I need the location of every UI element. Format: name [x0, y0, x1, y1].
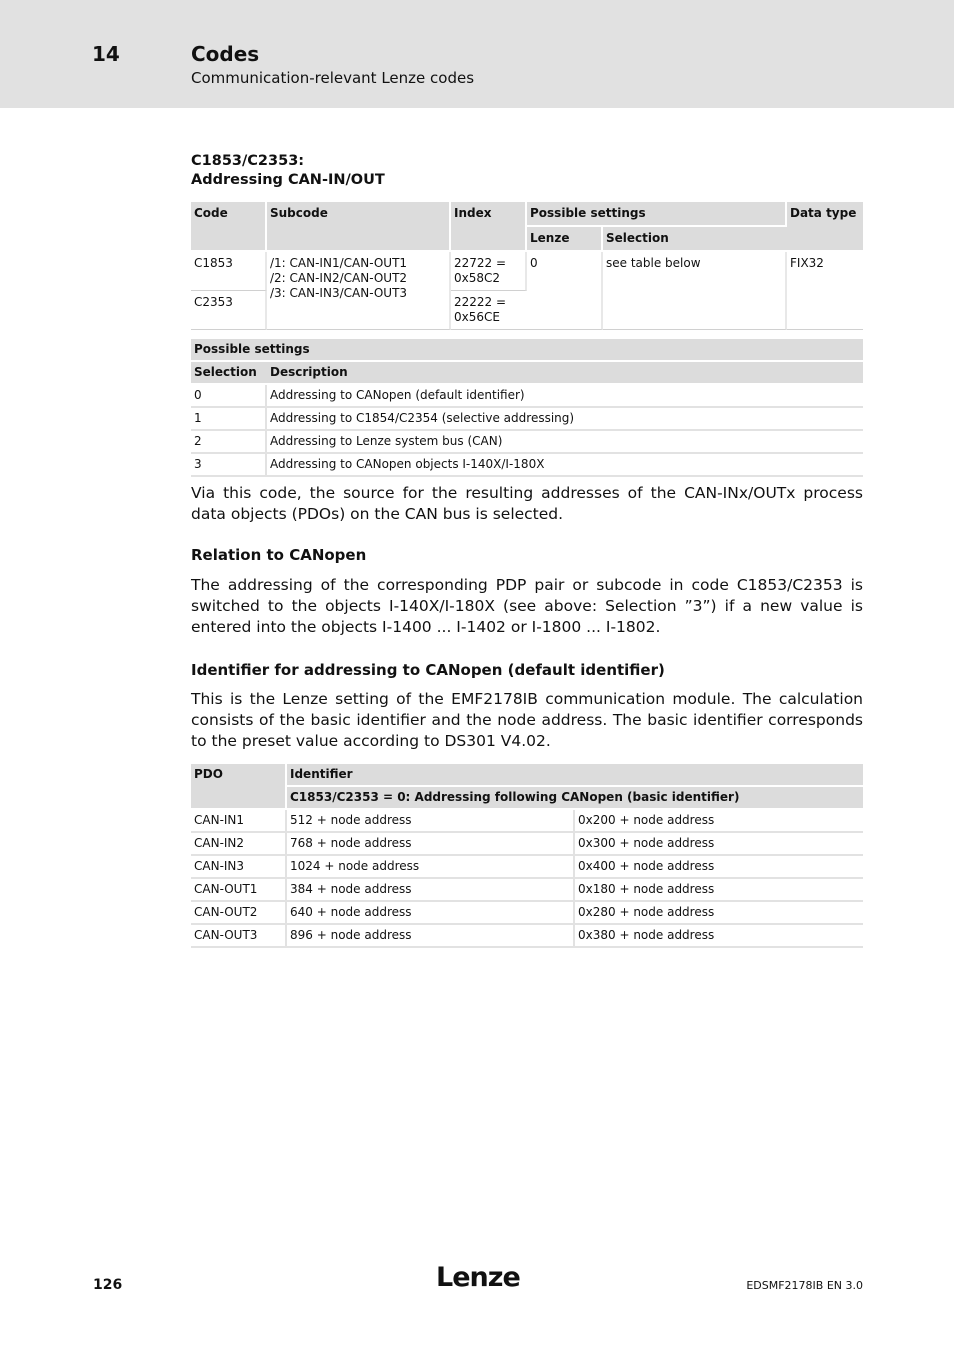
pdo-cell: CAN-IN3	[191, 856, 287, 879]
index-dec: 22222 =	[454, 295, 507, 309]
header-subcode: Subcode	[267, 202, 451, 252]
page-header	[0, 0, 954, 108]
identifier-heading: Identifier for addressing to CANopen (default identifier)	[191, 661, 665, 679]
table-row	[191, 385, 863, 408]
table-row	[191, 408, 863, 431]
table-row	[191, 833, 863, 856]
table-row	[191, 810, 863, 833]
identifier-dec-cell: 768 + node address	[287, 833, 575, 856]
pdo-col-header: PDO	[191, 764, 287, 810]
relation-paragraph: The addressing of the corresponding PDP pair or subcode in code C1853/C2353 is switched to the objects I-140X/I-180X (see above: Selection ”3”) if a new value is entered into the objects I-1400 ... I-1402 or I-1800 ... I-1802.	[191, 576, 863, 636]
page-number: 126	[93, 1277, 123, 1293]
section-title-line1: C1853/C2353:	[191, 153, 305, 169]
chapter-number: 14	[92, 42, 120, 66]
header-possible-settings: Possible settings	[527, 202, 787, 227]
index-c2353	[451, 291, 527, 330]
identifier-hex-cell: 0x200 + node address	[575, 810, 863, 833]
identifier-hex-cell: 0x180 + node address	[575, 879, 863, 902]
identifier-dec-cell: 384 + node address	[287, 879, 575, 902]
code-c2353: C2353	[191, 291, 267, 330]
pdo-cell: CAN-OUT2	[191, 902, 287, 925]
settings-title: Possible settings	[191, 339, 863, 362]
header-selection: Selection	[603, 227, 787, 252]
subcode-3: /3: CAN-IN3/CAN-OUT3	[270, 286, 408, 300]
data-type-value: FIX32	[787, 252, 863, 330]
index-c1853	[451, 252, 527, 291]
selection-cell: 1	[191, 408, 267, 431]
identifier-col-header: Identifier	[287, 764, 863, 787]
index-hex: 0x58C2	[454, 271, 501, 285]
header-index: Index	[451, 202, 527, 252]
table-row	[191, 925, 863, 948]
header-data-type: Data type	[787, 202, 863, 252]
description-cell: Addressing to C1854/C2354 (selective addressing)	[267, 408, 863, 431]
index-hex: 0x56CE	[454, 310, 500, 324]
table-row	[191, 902, 863, 925]
settings-col-selection: Selection	[191, 362, 267, 385]
pdo-cell: CAN-OUT3	[191, 925, 287, 948]
chapter-title: Codes	[191, 42, 260, 66]
identifier-hex-cell: 0x280 + node address	[575, 902, 863, 925]
page-content	[191, 152, 863, 948]
identifier-dec-cell: 512 + node address	[287, 810, 575, 833]
chapter-subtitle: Communication-relevant Lenze codes	[191, 69, 475, 87]
selection-value: see table below	[603, 252, 787, 330]
section-title-line2: Addressing CAN-IN/OUT	[191, 172, 385, 188]
identifier-hex-cell: 0x400 + node address	[575, 856, 863, 879]
selection-cell: 3	[191, 454, 267, 477]
identifier-hex-cell: 0x300 + node address	[575, 833, 863, 856]
subcode-1: /1: CAN-IN1/CAN-OUT1	[270, 256, 408, 270]
code-c1853: C1853	[191, 252, 267, 291]
document-id: EDSMF2178IB EN 3.0	[746, 1279, 863, 1292]
table-row	[191, 454, 863, 477]
header-lenze: Lenze	[527, 227, 603, 252]
lenze-value: 0	[527, 252, 603, 330]
pdo-table	[191, 764, 863, 948]
section-title	[191, 152, 863, 190]
relation-heading: Relation to CANopen	[191, 546, 367, 564]
pdo-cell: CAN-OUT1	[191, 879, 287, 902]
settings-table	[191, 339, 863, 477]
pdo-cell: CAN-IN1	[191, 810, 287, 833]
subcode-2: /2: CAN-IN2/CAN-OUT2	[270, 271, 408, 285]
table-row	[191, 431, 863, 454]
settings-col-description: Description	[267, 362, 863, 385]
selection-cell: 0	[191, 385, 267, 408]
description-cell: Addressing to Lenze system bus (CAN)	[267, 431, 863, 454]
lenze-logo: Lenze	[436, 1262, 520, 1293]
table-row	[191, 856, 863, 879]
subcode-cell	[267, 252, 451, 330]
pdo-cell: CAN-IN2	[191, 833, 287, 856]
description-cell: Addressing to CANopen objects I-140X/I-180X	[267, 454, 863, 477]
identifier-subheader: C1853/C2353 = 0: Addressing following CANopen (basic identifier)	[287, 787, 863, 810]
identifier-paragraph: This is the Lenze setting of the EMF2178IB communication module. The calculation consists of the basic identifier and the node address. The basic identifier corresponds to the preset value according to DS301 V4.02.	[191, 690, 863, 750]
identifier-hex-cell: 0x380 + node address	[575, 925, 863, 948]
intro-paragraph: Via this code, the source for the resulting addresses of the CAN-INx/OUTx process data objects (PDOs) on the CAN bus is selected.	[191, 484, 863, 523]
selection-cell: 2	[191, 431, 267, 454]
table-row	[191, 879, 863, 902]
description-cell: Addressing to CANopen (default identifier)	[267, 385, 863, 408]
identifier-dec-cell: 1024 + node address	[287, 856, 575, 879]
identifier-dec-cell: 896 + node address	[287, 925, 575, 948]
index-dec: 22722 =	[454, 256, 507, 270]
identifier-dec-cell: 640 + node address	[287, 902, 575, 925]
code-table	[191, 202, 863, 330]
header-code: Code	[191, 202, 267, 252]
